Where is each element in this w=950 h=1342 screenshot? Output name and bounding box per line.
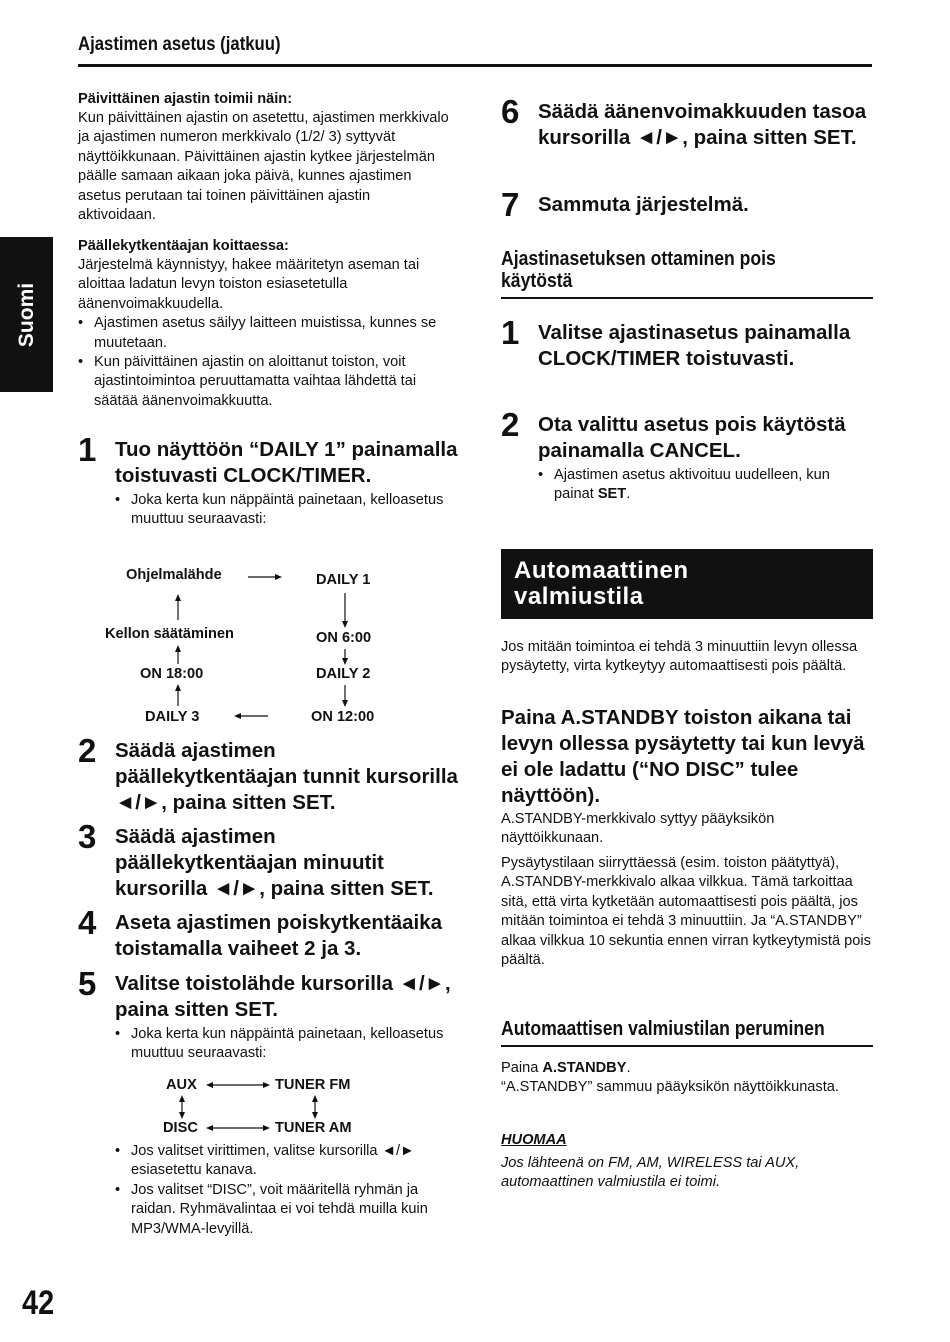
- list-item: • Jos valitset virittimen, valitse kursorilla ◄/► esiasetettu kanava.: [115, 1142, 455, 1181]
- step-number: 5: [78, 965, 97, 1002]
- cycle-label-tunerfm: TUNER FM: [275, 1077, 351, 1093]
- cycle-label-tuneram: TUNER AM: [275, 1120, 352, 1136]
- cycle-label-aux: AUX: [166, 1077, 197, 1093]
- step-number: 1: [78, 431, 97, 468]
- cycle-label-on600: ON 6:00: [316, 630, 372, 646]
- step-5-notes: [115, 1142, 455, 1239]
- step-text: Sammuta järjestelmä.: [538, 193, 749, 216]
- step-text: Ota valittu asetus pois käytöstä painamalla CANCEL.: [538, 413, 846, 462]
- disable-section-title: Ajastinasetuksen ottaminen pois käytöstä: [501, 248, 776, 292]
- list-item: • Jos valitset “DISC”, voit määritellä ryhmän ja raidan. Ryhmävalintaa ei voi tehdä muilla kuin MP3/WMA-levyillä.: [115, 1181, 455, 1239]
- step-text: Tuo näyttöön “DAILY 1” painamalla toistuvasti CLOCK/TIMER.: [115, 438, 458, 487]
- section-rule: [501, 297, 873, 299]
- auto-standby-title: Automaattinen valmiustila: [514, 557, 689, 610]
- cycle-label-on1200: ON 12:00: [311, 709, 375, 725]
- step-7: [501, 186, 873, 223]
- list-item: • Kun päivittäinen ajastin on aloittanut toiston, voit ajastintoimintoa peruuttamatta vaihtaa lähdettä tai säätää äänenvoimakkuutta.: [78, 353, 450, 411]
- step-text: Säädä ajastimen päällekytkentäajan minuutit kursorilla ◄/►, paina sitten SET.: [115, 825, 434, 900]
- cycle-label-on1800: ON 18:00: [140, 666, 204, 682]
- on-time-heading: Päällekytkentäajan koittaessa:: [78, 238, 289, 254]
- auto-standby-instruction: Paina A.STANDBY toiston aikana tai levyn ollessa pysäytetty tai kun levyä ei ole ladattu (“NO DISC” tulee näyttöön).: [501, 706, 865, 807]
- step-text: Säädä ajastimen päällekytkentäajan tunnit kursorilla ◄/►, paina sitten SET.: [115, 739, 458, 814]
- auto-standby-title-box: [501, 549, 873, 619]
- list-item: • Joka kerta kun näppäintä painetaan, kelloasetus muuttuu seuraavasti:: [115, 1025, 458, 1064]
- cycle-label-ohjelmalahde: Ohjelmalähde: [126, 567, 222, 583]
- cycle-label-daily2: DAILY 2: [316, 666, 371, 682]
- step-text: Valitse toistolähde kursorilla ◄/►, paina sitten SET.: [115, 972, 451, 1021]
- step-number: 3: [78, 818, 97, 855]
- note-heading: HUOMAA: [501, 1132, 567, 1148]
- section-rule: [501, 1045, 873, 1047]
- step-number: 7: [501, 186, 520, 223]
- cancel-text: Paina A.STANDBY. “A.STANDBY” sammuu pääyksikön näyttöikkunasta.: [501, 1060, 839, 1096]
- on-time-text: Järjestelmä käynnistyy, hakee määritetyn aseman tai aloittaa ladatun levyn toiston esiasetetulla äänenvoimakkuudella.: [78, 257, 420, 312]
- auto-standby-intro: Jos mitään toimintoa ei tehdä 3 minuuttiin levyn ollessa pysäytetty, virta kytkeytyy automaattisesti pois päältä.: [501, 639, 858, 675]
- auto-standby-text-2: Pysäytystilaan siirryttäessä (esim. toiston päätyttyä), A.STANDBY-merkkivalo alkaa vilkkua. Tämä tarkoittaa sitä, että virta kytketään automaattisesti pois päältä, jos mitään toimintoa ei tehdä 3 minuuttiin. Ja “A.STANDBY” alkaa vilkkua 10 sekuntia ennen virran kytkeytymistä pois päältä.: [501, 855, 871, 969]
- step-bullets: [538, 466, 873, 505]
- step-number: 1: [501, 314, 520, 351]
- step-6: [501, 93, 873, 151]
- list-item: • Joka kerta kun näppäintä painetaan, kelloasetus muuttuu seuraavasti:: [115, 491, 458, 530]
- page-title: Ajastimen asetus (jatkuu): [78, 34, 281, 55]
- step-number: 2: [78, 732, 97, 769]
- auto-standby-text-1: A.STANDBY-merkkivalo syttyy pääyksikön näyttöikkunaan.: [501, 811, 775, 847]
- cycle-label-kellon: Kellon säätäminen: [105, 626, 234, 642]
- page-number: 42: [22, 1284, 55, 1322]
- step-text: Valitse ajastinasetus painamalla CLOCK/TIMER toistuvasti.: [538, 321, 851, 370]
- daily-timer-heading: Päivittäinen ajastin toimii näin:: [78, 91, 293, 107]
- disable-step-1: [501, 314, 873, 372]
- list-item: • Ajastimen asetus säilyy laitteen muistissa, kunnes se muutetaan.: [78, 314, 450, 353]
- step-text: Aseta ajastimen poiskytkentäaika toistamalla vaiheet 2 ja 3.: [115, 911, 443, 960]
- step-number: 4: [78, 904, 97, 941]
- source-cycle-arrows: [0, 0, 460, 1140]
- step-text: Säädä äänenvoimakkuuden tasoa kursorilla ◄/►, paina sitten SET.: [538, 100, 867, 149]
- list-item: • Ajastimen asetus aktivoituu uudelleen, kun painat SET.: [538, 466, 873, 505]
- cycle-label-disc: DISC: [163, 1120, 198, 1136]
- cycle-label-daily1: DAILY 1: [316, 572, 371, 588]
- cycle-label-daily3: DAILY 3: [145, 709, 200, 725]
- step-number: 6: [501, 93, 520, 130]
- cancel-section-title: Automaattisen valmiustilan peruminen: [501, 1018, 825, 1040]
- language-tab-label: Suomi: [14, 282, 38, 347]
- daily-timer-text: Kun päivittäinen ajastin on asetettu, ajastimen merkkivalo ja ajastimen numeron merkkivalo (1/2/ 3) syttyvät näyttöikkunaan. Päivittäinen ajastin kytkee järjestelmän päälle samaan aikaan joka päivä, kunnes ajastimen asetus perutaan tai toinen päivittäinen ajastin aktivoidaan.: [78, 110, 449, 224]
- note-text: Jos lähteenä on FM, AM, WIRELESS tai AUX, automaattinen valmiustila ei toimi.: [501, 1155, 800, 1191]
- disable-step-2: [501, 406, 873, 505]
- step-number: 2: [501, 406, 520, 443]
